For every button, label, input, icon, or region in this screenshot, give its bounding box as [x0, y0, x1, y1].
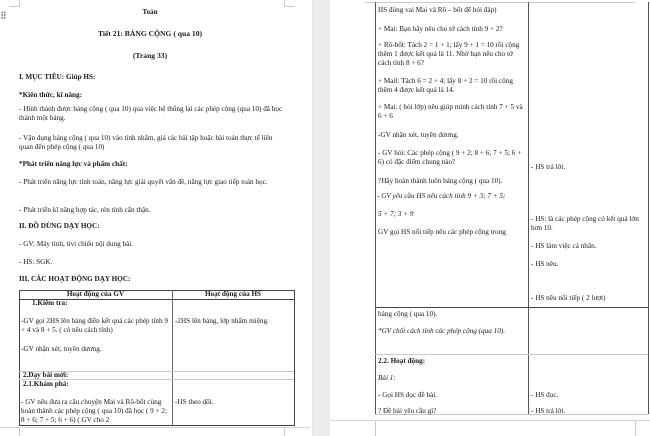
objective-paragraph: - Hình thành được bảng cộng ( qua 10) qua việc hệ thống lại các phép cộng (qua 10) đã học thành một bảng.	[19, 105, 283, 123]
table-cell-gv: - Gọi HS đọc đề bài.	[378, 391, 438, 399]
materials-student: - HS: SGK.	[19, 258, 53, 266]
table-cell-gv: + Mai: ( hỏi lớp) nêu giúp mình cách tính 7 + 5 và 6 + 6	[378, 103, 523, 121]
table-cell-gv: -GV nhận xét, tuyên dương.	[21, 345, 102, 353]
table-cell-gv: GV gọi HS nối tiếp nêu các phép cộng trong	[378, 228, 506, 236]
table-header-hs: Hoạt động của HS	[204, 290, 262, 298]
table-cell-gv: - GV nêu đưa ra câu chuyện Mai và Rô-bốt cùng hoàn thành các phép cộng ( qua 10) đã học ( 9 + 2; 8 + 6; 7 + 5; 6 + 6) ( GV cho 2	[21, 398, 167, 425]
table-cell-gv: ? Đề bài yêu cầu gì?	[378, 407, 437, 415]
table-border-right	[294, 290, 295, 426]
section-materials-heading: II. ĐỒ DÙNG DẠY HỌC:	[19, 222, 100, 230]
objective-paragraph: - Vận dụng bảng cộng ( qua 10) vào tính nhẩm, giả các bài tập hoặc bài toán thực tế liên quan đến phép cộng ( qua 10)	[19, 134, 273, 152]
table-cell-gv: Bài 1:	[378, 374, 396, 382]
table-cell-gv: + Rô-bốt: Tách 2 = 1 + 1; lấy 9 + 1 = 10 rồi cộng thêm 1 được kết quả là 11. Nhờ bạn nêu cho tớ cách tính 8 + 6?	[378, 41, 520, 68]
section-objectives-heading: I. MỤC TIÊU: Giúp HS:	[19, 73, 96, 81]
table-cell-hs: -HS theo dõi.	[175, 398, 214, 406]
table-cell-gv: bảng cộng ( qua 10).	[378, 310, 438, 318]
table-cell-gv: -GV nhận xét, tuyên dương.	[378, 131, 459, 139]
document-page-right	[330, 0, 650, 436]
table-cell-gv-heading: 2.2. Hoạt động:	[378, 357, 426, 365]
table-cell-gv-heading: 2.Dạy bài mới:	[23, 371, 69, 379]
table-border-left	[19, 290, 20, 426]
page-corner-mark	[635, 421, 646, 436]
table-column-divider	[172, 290, 173, 426]
table-cell-hs: - HS làm việc cá nhân.	[531, 242, 597, 250]
table-cell-gv: -GV gọi 2HS lên bảng điền kết quả các phép tính 9 + 4 và 8 + 5. ( có nêu cách tính)	[21, 317, 168, 335]
table-cell-hs: - HS trả lời.	[531, 163, 566, 171]
table-cell-gv: - GV hỏi: Các phép cộng ( 9 + 2; 8 + 6; 7 + 5; 6 + 6) có đặc điểm chung nào?	[378, 149, 522, 167]
table-cell-gv: HS đóng vai Mai và Rô – bốt để hỏi đáp)	[378, 6, 497, 14]
page-gutter	[312, 0, 332, 436]
page-corner-mark	[284, 428, 295, 436]
page-corner-mark	[365, 421, 376, 436]
table-cell-hs: - HS trả lời.	[531, 407, 566, 415]
page-reference: (Trang 33)	[132, 51, 168, 60]
section-activities-heading: III. CÁC HOẠT ĐỘNG DẠY HỌC:	[19, 275, 131, 283]
table-cell-gv: ?Hãy hoàn thành luôn bảng cộng ( qua 10).	[378, 177, 503, 185]
table-cell-hs: - HS nêu.	[531, 260, 559, 268]
competency-subheading: *Phát triển năng lực và phẩm chất:	[19, 160, 128, 168]
page-corner-mark	[9, 0, 20, 7]
page-break-line	[0, 427, 310, 428]
table-cell-gv-heading: 1.Kiểm tra:	[32, 299, 68, 307]
table-row-divider	[375, 354, 648, 355]
page-corner-mark	[9, 428, 20, 436]
table-cell-hs: - HS nêu nối tiếp ( 2 lượt)	[531, 294, 606, 302]
table-cell-hs: - HS: là các phép cộng có kết quả lớn hơn 10.	[531, 215, 639, 233]
table-cell-hs: - HS đọc.	[531, 391, 559, 399]
objective-paragraph: - Phát triển kĩ năng hợp tác, rèn tính cẩn thận.	[19, 206, 151, 214]
table-column-divider	[528, 2, 529, 414]
table-border-left	[375, 2, 376, 414]
table-cell-gv: 5 + 7; 3 + 9	[378, 210, 414, 218]
lesson-title: Tiết 21: BẢNG CỘNG ( qua 10)	[97, 29, 203, 38]
materials-teacher: - GV: Máy tính, tivi chiếu nội dung bài.	[19, 240, 134, 248]
knowledge-skills-subheading: *Kiến thức, kĩ năng:	[19, 91, 83, 99]
table-border-right	[648, 2, 649, 414]
page-break-line	[330, 420, 650, 421]
table-cell-gv: *GV chốt cách tính các phép cộng (qua 10).	[378, 327, 506, 335]
table-cell-gv: + Mai: Bạn hãy nêu cho tớ cách tính 9 + 2?	[378, 25, 503, 33]
page-corner-mark	[284, 0, 295, 7]
subject-heading: Toán	[142, 8, 158, 16]
table-cell-gv: - GV yêu cầu HS nêu cách tính 9 + 3; 7 + 5;	[377, 192, 506, 200]
objective-paragraph: - Phát triển năng lực tính toán, năng lực giải quyết vấn đề, năng lực giao tiếp toán học.	[19, 178, 268, 186]
table-cell-gv: + Mail: Tách 6 = 2 + 4; lấy 8 + 2 = 10 rồi cộng thêm 4 được kết quả là 14.	[378, 77, 513, 95]
table-header-gv: Hoạt động của GV	[66, 290, 125, 298]
table-cell-gv-heading: 2.1.Khám phá:	[23, 380, 69, 388]
table-cell-hs: -2HS lên bảng, lớp nhẩm miệng.	[175, 317, 269, 325]
document-page-left	[0, 0, 310, 436]
table-row-divider	[375, 307, 648, 308]
page-top-edge	[365, 2, 635, 3]
